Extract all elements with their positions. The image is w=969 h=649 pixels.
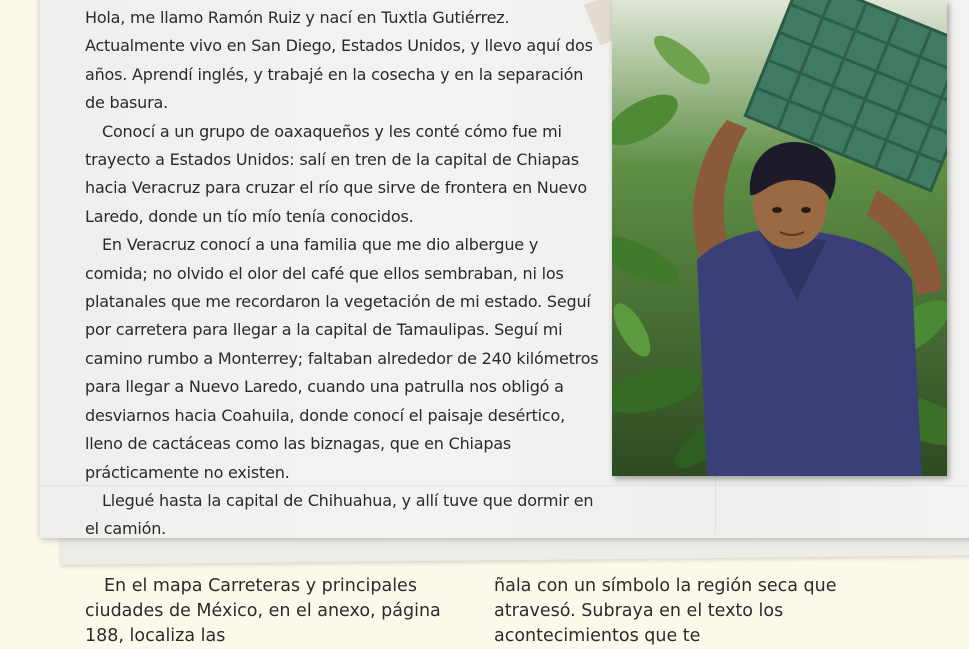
- story-paragraph: Llegué hasta la capital de Chihuahua, y allí tuve que dormir en el camión.: [85, 490, 594, 539]
- instruction-column-right: [494, 574, 884, 649]
- story-paragraph: Conocí a un grupo de oaxaqueños y les conté cómo fue mi trayecto a Estados Unidos: salí en tren de la capital de Chiapas hacia Veracruz para cruzar el río que sirve de frontera en Nuevo Laredo, donde un tío mío tenía conocidos.: [85, 121, 588, 226]
- photo-boy-carrying-crate: [612, 0, 947, 476]
- story-paragraph: Hola, me llamo Ramón Ruiz y nací en Tuxtla Gutiérrez. Actualmente vivo en San Diego, Estados Unidos, y llevo aquí dos años. Aprendí inglés, y trabajé en la cosecha y en la separación de basura.: [85, 8, 593, 113]
- instruction-text: En el mapa Carreteras y principales ciudades de México, en el anexo, página 188, localiza las: [85, 576, 441, 646]
- boy-carrying-crate-icon: [612, 0, 947, 476]
- instruction-text: ñala con un símbolo la región seca que atravesó. Subraya en el texto los acontecimientos que te: [494, 576, 837, 646]
- story-text: [85, 4, 605, 544]
- instruction-column-left: [85, 574, 470, 649]
- story-paragraph: En Veracruz conocí a una familia que me dio albergue y comida; no olvido el olor del café que ellos sembraban, ni los platanales que me recordaron la vegetación de mi estado. Seguí por carretera para llegar a la capital de Tamaulipas. Seguí mi camino rumbo a Monterrey; faltaban alrededor de 240 kilómetros para llegar a Nuevo Laredo, cuando una patrulla nos obligó a desviarnos hacia Coahuila, donde conocí el paisaje desértico, lleno de cactáceas como las biznagas, que en Chiapas prácticamente no existen.: [85, 235, 599, 482]
